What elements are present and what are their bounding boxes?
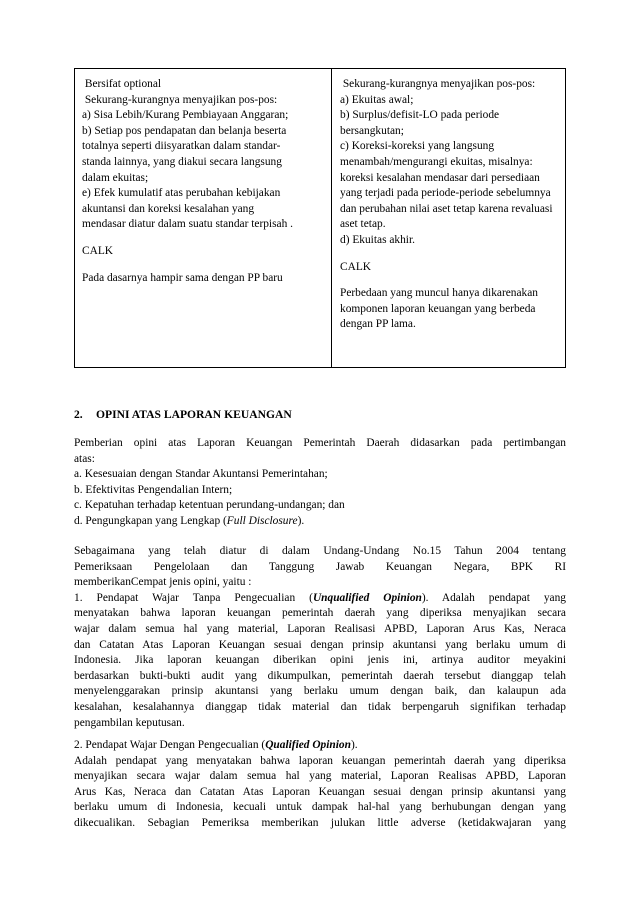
opinion-text: ). xyxy=(350,739,358,751)
opinion-text: 1. Pendapat Wajar Tanpa Pengecualian ( xyxy=(74,591,313,604)
table-line: bersangkutan; xyxy=(340,124,404,137)
table-line: standa lainnya, yang diakui secara langsung xyxy=(82,155,282,168)
table-line: b) Setiap pos pendapatan dan belanja beserta xyxy=(82,124,287,137)
paragraph-line: atas: xyxy=(74,452,95,465)
paragraph-line: menyajikan secara wajar dalam semua hal yang material, Laporan Realisas APBD, Laporan xyxy=(74,770,566,783)
table-line: yang terjadi pada periode-periode sebelumnya xyxy=(340,187,551,200)
table-line: CALK xyxy=(82,244,114,257)
opinion-2-heading xyxy=(74,738,566,754)
table-line: koreksi kesalahan mendasar dari persediaan xyxy=(340,171,540,184)
table-gap xyxy=(82,260,325,271)
paragraph-line: wajar dalam semua hal yang material, Laporan Realisasi APBD, Laporan Arus Kas, Neraca xyxy=(74,622,566,635)
table-line: a) Ekuitas awal; xyxy=(340,93,414,106)
table-line: d) Ekuitas akhir. xyxy=(340,233,415,246)
list-item: c. Kepatuhan terhadap ketentuan perundang-undangan; dan xyxy=(74,499,345,512)
section-title: OPINI ATAS LAPORAN KEUANGAN xyxy=(96,408,292,421)
table-gap xyxy=(340,249,559,260)
table-line: Bersifat optional xyxy=(82,78,162,90)
table-line: dalam ekuitas; xyxy=(82,171,149,184)
paragraph-line: Indonesia. Jika laporan keuangan diberikan opini jenis ini, artinya auditor meyakini xyxy=(74,654,566,667)
section-number: 2. xyxy=(74,408,83,421)
table-line: totalnya seperti diisyaratkan dalam standar- xyxy=(82,140,281,153)
paragraph-criteria xyxy=(74,436,566,530)
paragraph-line: pengambilan keputusan. xyxy=(74,716,185,729)
list-item-text: d. Pengungkapan yang Lengkap ( xyxy=(74,514,227,527)
opinion-1-heading xyxy=(74,591,566,607)
table-gap xyxy=(82,233,325,244)
table-line: b) Surplus/defisit-LO pada periode xyxy=(340,109,500,122)
opinion-term: Unqualified Opinion xyxy=(312,591,422,604)
paragraph-line: Sebagaimana yang telah diatur di dalam Undang-Undang No.15 Tahun 2004 tentang xyxy=(74,545,566,557)
table-line: menambah/mengurangi ekuitas, misalnya: xyxy=(340,155,533,168)
list-item-text: ). xyxy=(297,514,305,527)
paragraph-line: Adalah pendapat yang menyatakan bahwa laporan keuangan pemerintah daerah yang diperiksa xyxy=(74,754,566,767)
paragraph-line: kesalahan, kesalahannya dianggap tidak material dan tidak berpengaruh signifikan terhadap xyxy=(74,700,566,713)
paragraph-opinions xyxy=(74,544,566,731)
opinion-text: 2. Pendapat Wajar Dengan Pengecualian ( xyxy=(74,739,266,751)
paragraph-line: dan Catatan Atas Laporan Keuangan sesuai dengan prinsip akuntansi yang berlaku umum di xyxy=(74,638,566,651)
table-line: Sekurang-kurangnya menyajikan pos-pos: xyxy=(340,78,536,90)
table-line: CALK xyxy=(340,260,372,273)
table-line: komponen laporan keuangan yang berbeda xyxy=(340,302,536,315)
paragraph-line: Pemeriksaan Pengelolaan dan Tanggung Jawab Keuangan Negara, BPK RI xyxy=(74,560,566,573)
paragraph-line: memberikanCempat jenis opini, yaitu : xyxy=(74,576,252,589)
table-line: Pada dasarnya hampir sama dengan PP baru xyxy=(82,271,283,284)
table-line: aset tetap. xyxy=(340,218,386,231)
paragraph-qualified xyxy=(74,738,566,832)
table-line: c) Koreksi-koreksi yang langsung xyxy=(340,140,495,153)
opinion-term: Qualified Opinion xyxy=(265,739,351,751)
comparison-table xyxy=(74,68,566,368)
list-item: a. Kesesuaian dengan Standar Akuntansi Pemerintahan; xyxy=(74,468,328,481)
table-line: dengan PP lama. xyxy=(340,318,416,331)
paragraph-line: menyatakan bahwa laporan keuangan pemerintah daerah yang diperiksa menyajikan secara xyxy=(74,607,566,620)
section-heading xyxy=(74,407,292,423)
table-line: mendasar diatur dalam suatu standar terpisah . xyxy=(82,218,293,231)
paragraph-line: Pemberian opini atas Laporan Keuangan Pemerintah Daerah didasarkan pada pertimbangan xyxy=(74,437,566,449)
opinion-text: ). Adalah pendapat yang xyxy=(421,591,567,604)
table-line: e) Efek kumulatif atas perubahan kebijakan xyxy=(82,187,281,200)
table-line: a) Sisa Lebih/Kurang Pembiayaan Anggaran; xyxy=(82,109,289,122)
table-line: dan perubahan nilai aset tetap karena revaluasi xyxy=(340,202,553,215)
table-gap xyxy=(340,275,559,286)
table-line: akuntansi dan koreksi kesalahan yang xyxy=(82,202,255,215)
paragraph-line: menyelenggarakan prinsip akuntansi yang berlaku umum dengan baik, dan kalaupun ada xyxy=(74,685,566,698)
paragraph-line: berdasarkan bukti-bukti audit yang dikumpulkan, pemerintah daerah tersebut dianggap telah xyxy=(74,669,566,682)
list-item: b. Efektivitas Pengendalian Intern; xyxy=(74,483,233,496)
table-line: Sekurang-kurangnya menyajikan pos-pos: xyxy=(82,93,278,106)
paragraph-line: berlaku umum di Indonesia, kecuali untuk dampak hal-hal yang berhubungan dengan yang xyxy=(74,801,566,814)
table-cell-left xyxy=(75,69,332,367)
paragraph-line: Arus Kas, Neraca dan Catatan Atas Laporan Keuangan sesuai dengan prinsip akuntansi yang xyxy=(74,785,566,798)
table-line: Perbedaan yang muncul hanya dikarenakan xyxy=(340,287,538,300)
list-item-italic: Full Disclosure xyxy=(226,514,298,527)
paragraph-line: dikecualikan. Sebagian Pemeriksa memberikan julukan little adverse (ketidakwajaran yang xyxy=(74,816,566,829)
list-item xyxy=(74,514,566,530)
table-cell-right xyxy=(332,69,565,367)
